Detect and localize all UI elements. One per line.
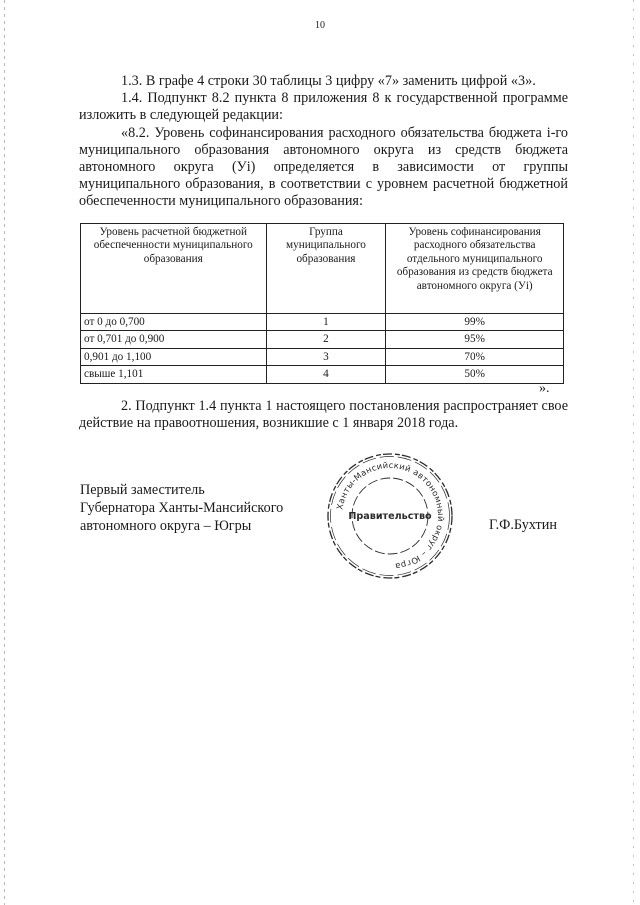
cell-rate: 95% xyxy=(386,331,564,348)
cell-rate: 50% xyxy=(386,366,564,383)
paragraph-1-4-text: 1.4. Подпункт 8.2 пункта 8 приложения 8 к государственной программе изложить в следующей редакции: xyxy=(79,90,568,123)
paragraph-1-3 xyxy=(79,73,568,90)
table-row xyxy=(81,348,564,365)
table-row xyxy=(81,331,564,348)
cell-group: 3 xyxy=(266,348,386,365)
government-seal-stamp xyxy=(323,449,457,583)
cell-level: от 0,701 до 0,900 xyxy=(81,331,267,348)
paragraph-8-2 xyxy=(79,125,568,210)
cell-rate: 70% xyxy=(386,348,564,365)
scan-edge-right xyxy=(633,0,634,905)
paragraph-8-2-text: «8.2. Уровень софинансирования расходного обязательства бюджета i-го муниципального образования автономного округа из средств бюджета автономного округа (Уi) определяется в зависимости от группы муниципального образования, в соответствии с уровнем расчетной бюджетной обеспеченности муниципального образования: xyxy=(79,125,568,209)
signer-position-line-1: Первый заместитель xyxy=(80,482,205,498)
header-budget-level: Уровень расчетной бюджетной обеспеченности муниципального образования xyxy=(81,224,267,314)
cell-rate: 99% xyxy=(386,314,564,331)
cell-group: 1 xyxy=(266,314,386,331)
signer-position-line-3: автономного округа – Югры xyxy=(80,518,252,534)
paragraph-1-4 xyxy=(79,90,568,124)
page-number: 10 xyxy=(315,20,325,31)
signer-name: Г.Ф.Бухтин xyxy=(489,517,557,533)
scan-edge-left xyxy=(4,0,5,905)
seal-center-text: Правительство xyxy=(348,511,432,522)
paragraph-1-3-text: 1.3. В графе 4 строки 30 таблицы 3 цифру «7» заменить цифрой «3». xyxy=(121,73,536,89)
cell-group: 2 xyxy=(266,331,386,348)
cell-level: свыше 1,101 xyxy=(81,366,267,383)
table-row xyxy=(81,366,564,383)
header-group: Группа муниципального образования xyxy=(266,224,386,314)
table-header-row xyxy=(81,224,564,314)
table-row xyxy=(81,314,564,331)
cofinancing-table xyxy=(80,223,564,384)
seal-ring-text: Ханты-Мансийский автономный округ – Югра xyxy=(334,459,447,572)
header-cofinancing-rate: Уровень софинансирования расходного обязательства отдельного муниципального образования из средств бюджета автономного округа (Уi) xyxy=(386,224,564,314)
signer-position xyxy=(80,481,320,535)
cell-level: 0,901 до 1,100 xyxy=(81,348,267,365)
paragraph-2-text: 2. Подпункт 1.4 пункта 1 настоящего постановления распространяет свое действие на правоотношения, возникшие с 1 января 2018 года. xyxy=(79,398,568,431)
signer-position-line-2: Губернатора Ханты-Мансийского xyxy=(80,500,284,516)
closing-quote: ». xyxy=(539,381,550,396)
cell-level: от 0 до 0,700 xyxy=(81,314,267,331)
paragraph-2 xyxy=(79,398,568,432)
cell-group: 4 xyxy=(266,366,386,383)
